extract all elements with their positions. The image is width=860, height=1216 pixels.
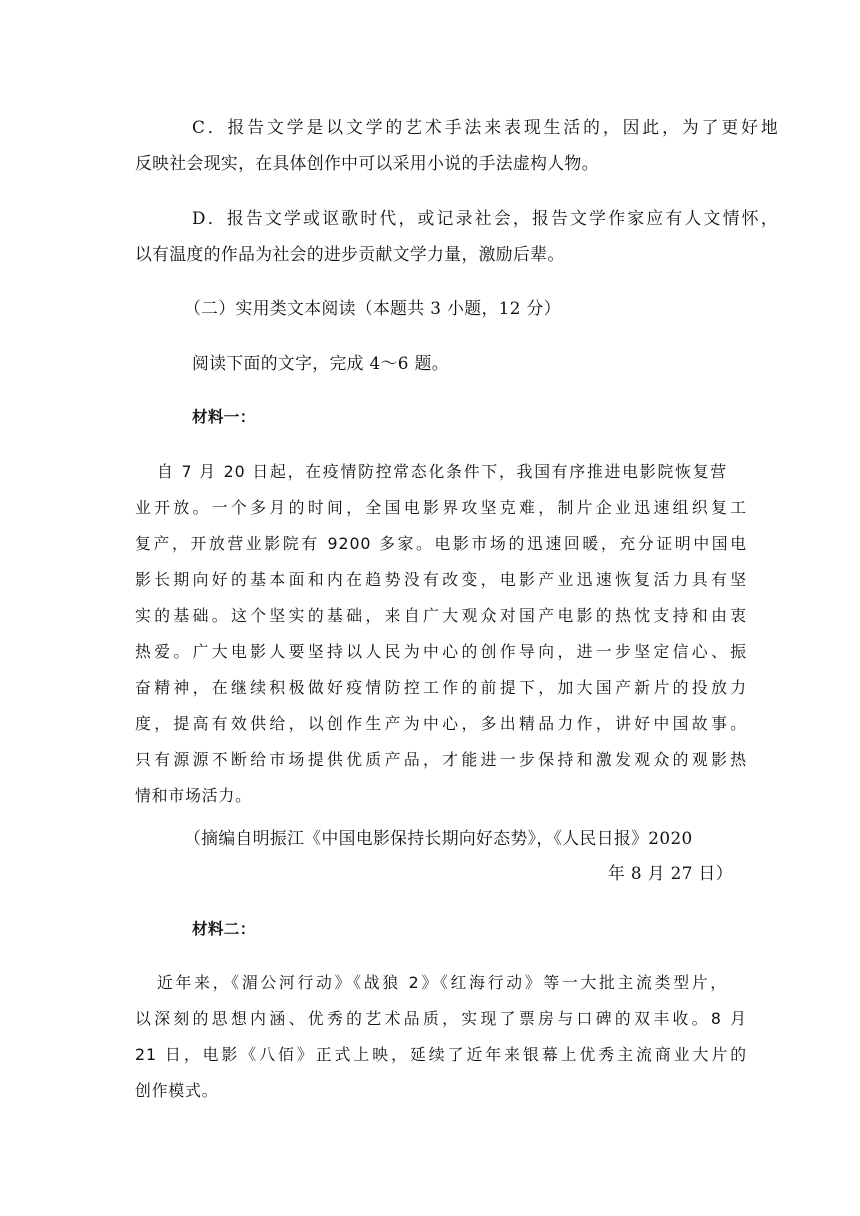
- section-title: （二）实用类文本阅读（本题共 3 小题，12 分）: [184, 298, 561, 318]
- material-2-line: 21 日，电影《八佰》正式上映，延续了近年来银幕上优秀主流商业大片的: [135, 1045, 747, 1064]
- option-c-line-2: 反映社会现实，在具体创作中可以采用小说的手法虚构人物。: [135, 153, 599, 173]
- option-d-line-1: D．报告文学或讴歌时代，或记录社会，报告文学作家应有人文情怀，: [192, 208, 778, 228]
- material-1-line: 度，提高有效供给，以创作生产为中心，多出精品力作，讲好中国故事。: [135, 714, 747, 733]
- material-1-heading: 材料一：: [192, 408, 256, 426]
- option-d-line-2: 以有温度的作品为社会的进步贡献文学力量，激励后辈。: [135, 244, 565, 264]
- material-1-line: 复产，开放营业影院有 9200 多家。电影市场的迅速回暖，充分证明中国电: [135, 534, 747, 553]
- option-c-line-1: C．报告文学是以文学的艺术手法来表现生活的，因此，为了更好地: [192, 117, 778, 137]
- material-1-source: （摘编自明振江《中国电影保持长期向好态势》，《人民日报》2020: [184, 828, 693, 848]
- material-2-line: 以深刻的思想内涵、优秀的艺术品质，实现了票房与口碑的双丰收。8 月: [135, 1009, 747, 1028]
- material-1-line: 热爱。广大电影人要坚持以人民为中心的创作导向，进一步坚定信心、振: [135, 642, 747, 661]
- material-2-line: 创作模式。: [135, 1081, 219, 1100]
- material-2-line: 近年来，《湄公河行动》《战狼 2》《红海行动》等一大批主流类型片，: [157, 973, 727, 992]
- section-instruction: 阅读下面的文字，完成 4～6 题。: [192, 353, 449, 373]
- material-1-line: 只有源源不断给市场提供优质产品，才能进一步保持和激发观众的观影热: [135, 750, 747, 769]
- material-2-heading: 材料二：: [192, 920, 256, 938]
- material-1-line: 自 7 月 20 日起，在疫情防控常态化条件下，我国有序推进电影院恢复营: [157, 462, 727, 481]
- material-1-line: 情和市场活力。: [135, 786, 252, 805]
- material-1-line: 影长期向好的基本面和内在趋势没有改变，电影产业迅速恢复活力具有坚: [135, 570, 747, 589]
- material-1-line: 实的基础。这个坚实的基础，来自广大观众对国产电影的热忱支持和由衷: [135, 606, 747, 625]
- material-1-line: 奋精神，在继续积极做好疫情防控工作的前提下，加大国产新片的投放力: [135, 678, 747, 697]
- material-1-source-cont: 年 8 月 27 日）: [608, 863, 733, 883]
- material-1-line: 业开放。一个多月的时间，全国电影界攻坚克难，制片企业迅速组织复工: [135, 498, 747, 517]
